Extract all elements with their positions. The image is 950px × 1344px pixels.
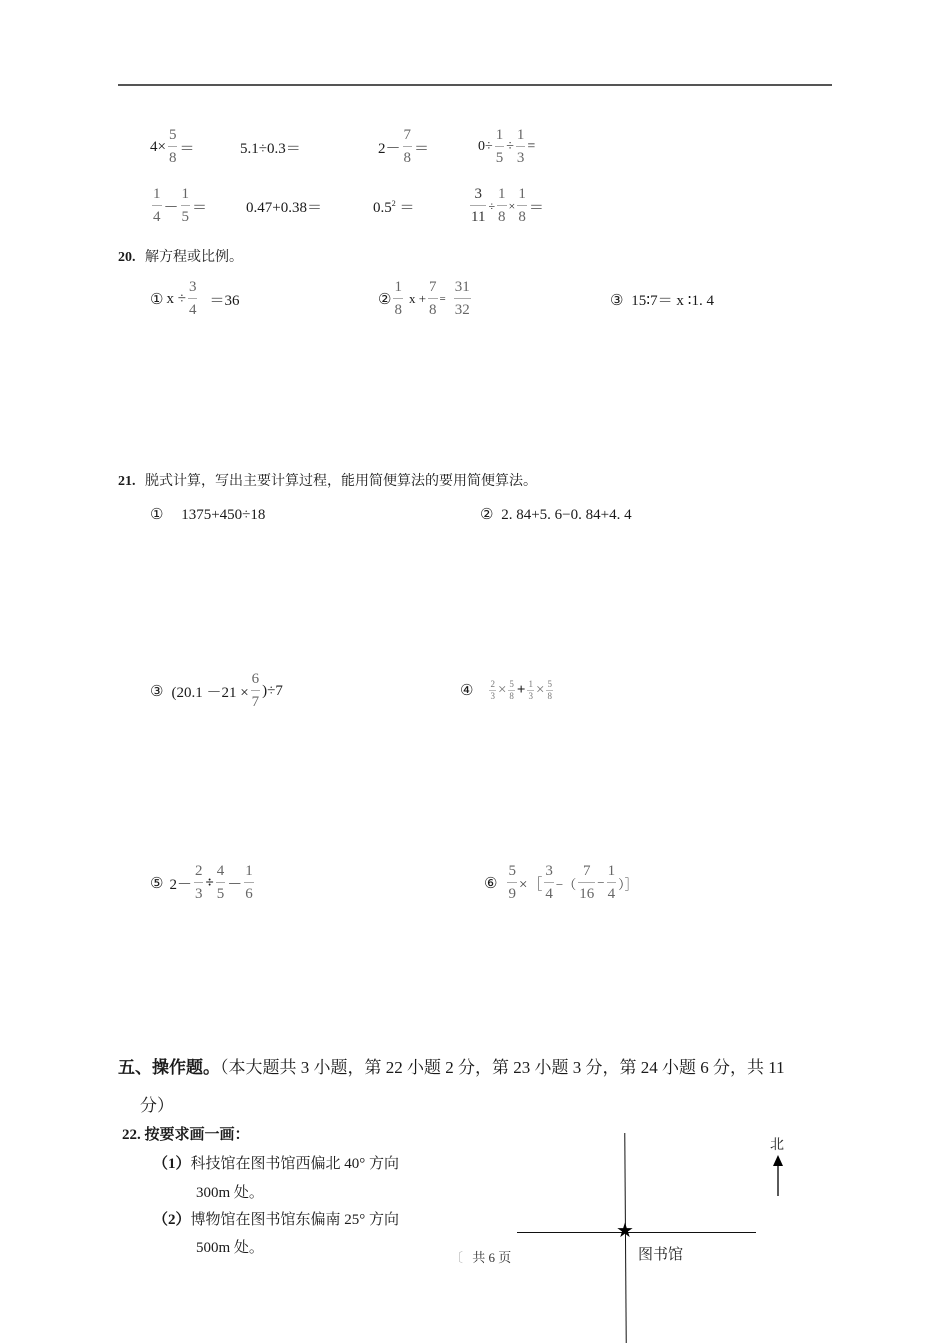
expr-text: x ÷ (166, 290, 186, 307)
q22-item-1 (153, 1152, 399, 1173)
section-description: （本大题共 3 小题，第 22 小题 2 分，第 23 小题 3 分，第 24 小题 6 分，共 11 (220, 1058, 785, 1077)
operator: ×［ (518, 876, 543, 893)
q22-item-1-cont: 300m 处。 (196, 1185, 264, 1201)
calc-3-11div1-8x1-8 (468, 187, 544, 225)
q20-item-3 (610, 289, 714, 310)
fraction: $\frac{7}{8}$ (403, 127, 412, 166)
base: 0.5 (373, 200, 392, 216)
fraction: $\frac{1}{8}$ (498, 186, 506, 225)
calc-5.1div0.3: 5.1÷0.3＝ (240, 141, 301, 157)
expr-text: 2－ (169, 876, 192, 893)
section5-heading (118, 1053, 785, 1078)
fraction: $\frac{31}{32}$ (454, 279, 470, 318)
equals: ＝ (528, 199, 544, 216)
calc-4x5-8 (150, 128, 194, 166)
expr-prefix: 2－ (378, 140, 401, 157)
fraction: $\frac{7}{8}$ (429, 279, 437, 318)
q20-item-1 (150, 280, 239, 318)
expr-text: )÷7 (262, 682, 283, 699)
question-title: 解方程或比例。 (145, 250, 243, 265)
q21-item-4 (460, 680, 555, 701)
calc-0.47plus0.38: 0.47+0.38＝ (246, 200, 322, 216)
q21-item-6 (484, 864, 638, 902)
calc-2-7-8 (378, 128, 429, 166)
question-number: 20. (118, 250, 136, 265)
item-label: ③ (150, 683, 164, 700)
expr-text: (20.1 －21 × (171, 684, 249, 701)
item-label: ① (150, 507, 164, 523)
expr-text: 1375+450÷18 (181, 507, 266, 523)
fraction: $\frac{1}{4}$ (153, 186, 161, 225)
page-bracket: 〔 (450, 1250, 464, 1265)
operator: × (497, 682, 507, 698)
north-label: 北 (770, 1138, 784, 1153)
operator: × (535, 682, 545, 698)
fraction: $\frac{1}{4}$ (607, 863, 616, 902)
fraction: $\frac{5}{9}$ (508, 863, 516, 902)
equals: ＝ (192, 199, 208, 216)
fraction: $\frac{5}{8}$ (509, 679, 514, 701)
star-icon: ★ (616, 1220, 634, 1242)
item-text: 科技馆在图书馆西偏北 40° 方向 (190, 1156, 400, 1172)
fraction: $\frac{4}{5}$ (216, 863, 225, 902)
q20-item-2 (378, 280, 473, 318)
equals: ＝ (395, 200, 415, 216)
fraction: $\frac{1}{3}$ (516, 127, 525, 166)
fraction: $\frac{1}{6}$ (245, 863, 253, 902)
item-label: ⑥ (484, 875, 498, 892)
section-title: 五、操作题。 (118, 1058, 220, 1077)
expr-text: ＝36 (209, 292, 240, 309)
north-arrow-icon (770, 1155, 786, 1197)
q22-heading: 22. 按要求画一画： (122, 1127, 250, 1143)
q21-heading (118, 470, 537, 490)
q20-heading (118, 246, 243, 266)
operator: － (163, 199, 179, 216)
item-text: 博物馆在图书馆东偏南 25° 方向 (190, 1212, 400, 1228)
page-count: 共 6 页 (472, 1250, 512, 1265)
item-label: ② (480, 507, 494, 523)
fraction: $\frac{2}{3}$ (490, 679, 495, 701)
q21-item-3 (150, 672, 283, 710)
calc-1-4minus1-5 (150, 187, 207, 225)
fraction: $\frac{5}{8}$ (547, 679, 552, 701)
q22-item-2-cont: 500m 处。 (196, 1240, 264, 1256)
operator: － (227, 876, 243, 893)
expr-prefix: 0÷ (478, 139, 493, 154)
fraction: $\frac{1}{5}$ (495, 127, 504, 166)
q21-item-5 (150, 864, 256, 902)
expr-text: x + (408, 291, 427, 306)
item-label: （2） (153, 1212, 191, 1228)
question-title: 脱式计算，写出主要计算过程，能用简便算法的要用简便算法。 (145, 474, 537, 489)
fraction: $\frac{1}{3}$ (528, 679, 533, 701)
fraction: $\frac{1}{8}$ (394, 279, 402, 318)
equals: ＝ (414, 140, 430, 157)
operator: ÷ (205, 874, 214, 891)
east-west-axis (517, 1232, 756, 1233)
header-rule (118, 84, 832, 86)
operator: ）］ (618, 876, 638, 892)
page-footer (450, 1247, 511, 1266)
item-label: ② (378, 291, 392, 308)
fraction: $\frac{1}{5}$ (181, 186, 190, 225)
fraction: $\frac{3}{4}$ (188, 279, 197, 318)
item-label: （1） (153, 1156, 191, 1172)
fraction: $\frac{2}{3}$ (194, 863, 203, 902)
fraction: $\frac{7}{16}$ (579, 863, 595, 902)
operator: + (516, 682, 526, 698)
item-label: ④ (460, 683, 474, 699)
fraction: $\frac{1}{8}$ (518, 186, 526, 225)
fraction: $\frac{5}{8}$ (168, 127, 177, 166)
q21-item-1 (150, 505, 265, 524)
library-label: 图书馆 (638, 1247, 684, 1263)
equals: ＝ (179, 140, 195, 157)
operator: − (597, 875, 605, 890)
expr-prefix: 4× (150, 138, 166, 155)
item-label: ⑤ (150, 875, 164, 892)
item-label: ① (150, 291, 164, 308)
item-label: ③ (610, 293, 624, 309)
equals: = (439, 293, 446, 305)
operator: × (508, 198, 516, 213)
q22-item-2 (153, 1208, 399, 1229)
calc-0.5-squared (373, 196, 415, 217)
q21-item-2 (480, 505, 632, 524)
fraction: $\frac{6}{7}$ (251, 671, 260, 710)
expr-text: 15∶7＝ x ∶1. 4 (631, 293, 715, 309)
operator: −（ (555, 876, 577, 892)
exponent: 2 (391, 199, 396, 208)
section5-heading-cont: 分） (140, 1096, 174, 1115)
equals: = (527, 139, 536, 154)
calc-0div1-5div1-3 (478, 128, 535, 166)
fraction: $\frac{3}{11}$ (471, 186, 486, 225)
operator: ÷ (488, 198, 496, 213)
question-number: 21. (118, 474, 136, 489)
expr-text: 2. 84+5. 6−0. 84+4. 4 (501, 507, 632, 523)
operator: ÷ (506, 139, 514, 154)
fraction: $\frac{3}{4}$ (545, 863, 553, 902)
